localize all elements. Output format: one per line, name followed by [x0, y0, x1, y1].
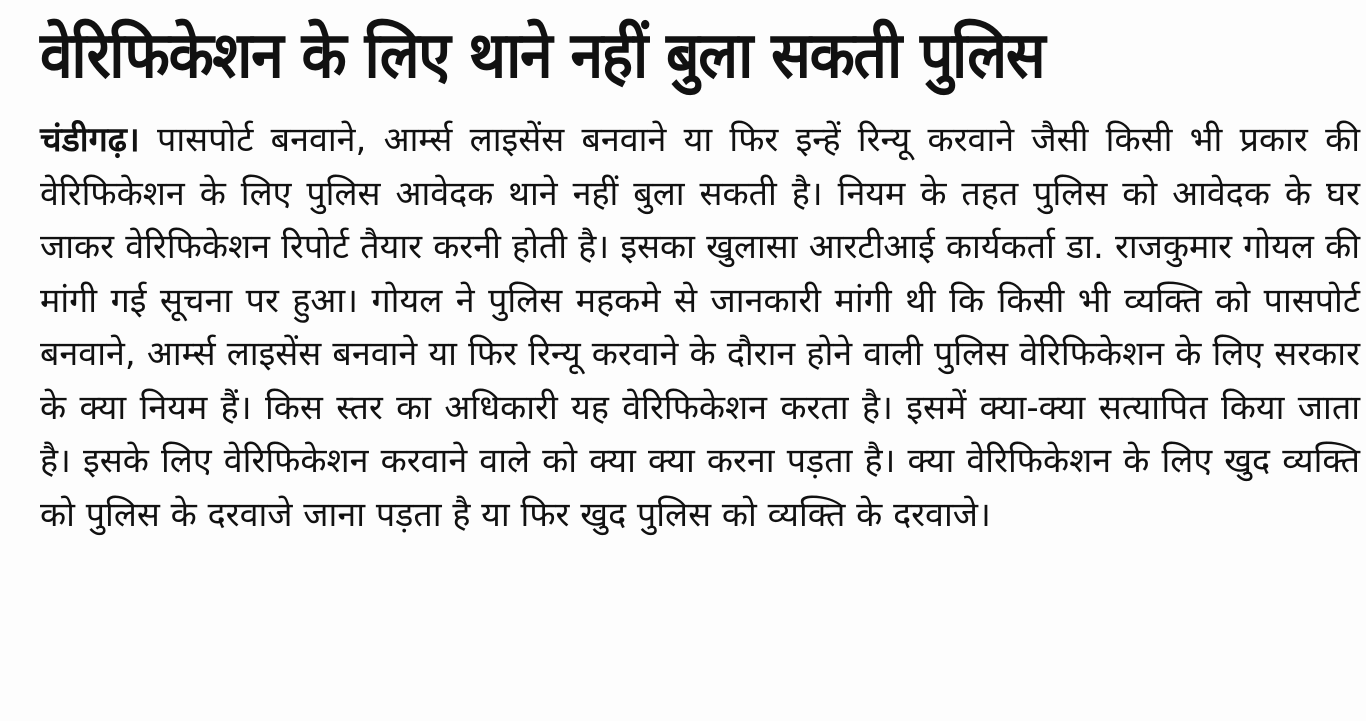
headline: वेरिफिकेशन के लिए थाने नहीं बुला सकती पुलिस	[40, 19, 1045, 93]
article-body	[40, 114, 1360, 542]
dateline: चंडीगढ़।	[40, 120, 140, 160]
article-text: पासपोर्ट बनवाने, आर्म्स लाइसेंस बनवाने या फिर इन्हें रिन्यू करवाने जैसी किसी भी प्रकार की वेरिफिकेशन के लिए पुलिस आवेदक थाने नहीं बुला सकती है। नियम के तहत पुलिस को आवेदक के घर जाकर वेरिफिकेशन रिपोर्ट तैयार करनी होती है। इसका खुलासा आरटीआई कार्यकर्ता डा. राजकुमार गोयल की मांगी गई सूचना पर हुआ। गोयल ने पुलिस महकमे से जानकारी मांगी थी कि किसी भी व्यक्ति को पासपोर्ट बनवाने, आर्म्स लाइसेंस बनवाने या फिर रिन्यू करवाने के दौरान होने वाली पुलिस वेरिफिकेशन के लिए सरकार के क्या नियम हैं। किस स्तर का अधिकारी यह वेरिफिकेशन करता है। इसमें क्या-क्या सत्यापित किया जाता है। इसके लिए वेरिफिकेशन करवाने वाले को क्या क्या करना पड़ता है। क्या वेरिफिकेशन के लिए खुद व्यक्ति को पुलिस के दरवाजे जाना पड़ता है या फिर खुद पुलिस को व्यक्ति के दरवाजे।	[40, 120, 1360, 535]
